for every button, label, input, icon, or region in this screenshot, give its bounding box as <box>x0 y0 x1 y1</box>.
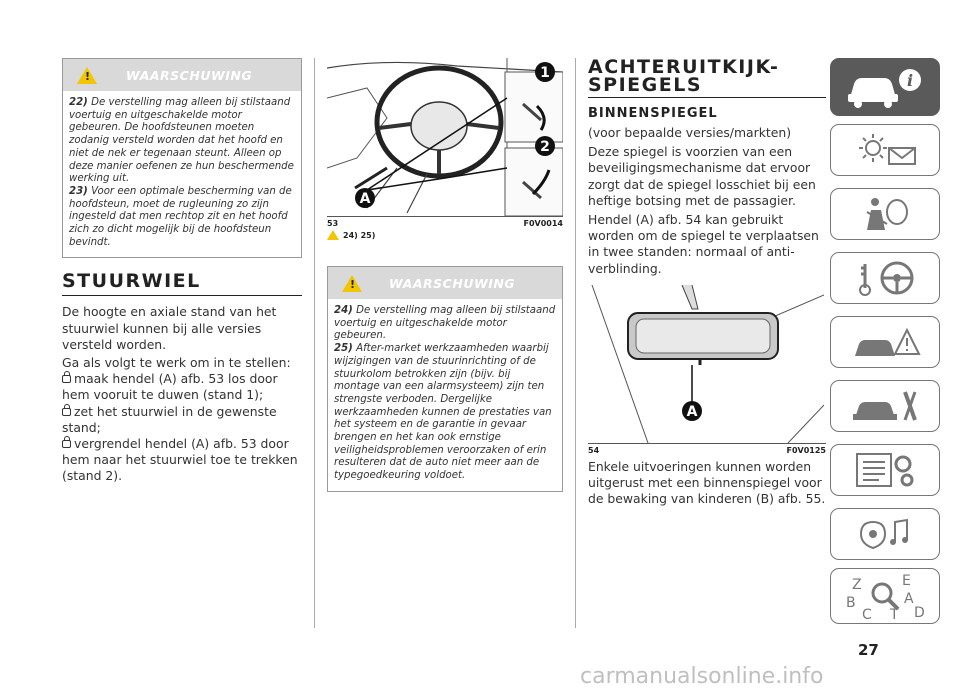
warning-box <box>62 58 302 258</box>
figure-caption <box>327 216 563 228</box>
figure-code: F0V0014 <box>523 219 563 228</box>
paragraph: De hoogte en axiale stand van het stuurwiel kunnen bij alle versies versteld worden. <box>62 304 277 352</box>
index-icon <box>840 571 930 621</box>
svg-text:A: A <box>904 591 914 607</box>
warning-text: De verstelling mag alleen bij stilstaand voertuig en uitgeschakelde motor gebeuren. De hoofdsteunen moeten zodanig versteld worden dat het hoofd en niet de nek er tegenaan steunt. Alleen op deze manier oefenen ze hun beschermende werking uit. <box>69 97 294 185</box>
watermark: carmanualsonline.info <box>580 664 824 689</box>
warning-box <box>327 266 563 492</box>
body-text <box>588 125 826 277</box>
sidebar-tile-maintenance[interactable] <box>830 380 940 432</box>
figure-label-2: 2 <box>540 139 550 155</box>
figure-54 <box>588 285 824 443</box>
warning-text: Voor een optimale bescherming van de hoofdsteun, moet de rugleuning zo zijn ingesteld dat men rechtop zit en het hoofd zich zo dicht mogelijk bij de hoofdsteun bevindt. <box>69 185 292 248</box>
step-item: vergrendel hendel (A) afb. 53 door hem naar het stuurwiel toe te trekken (stand 2). <box>62 436 298 484</box>
sidebar-tile-index[interactable] <box>830 568 940 624</box>
warning-item <box>69 97 295 186</box>
column-divider <box>314 58 315 628</box>
subsection-heading: BINNENSPIEGEL <box>588 106 718 121</box>
body-text <box>62 304 302 484</box>
emergency-icon <box>845 322 925 362</box>
warning-number: 24) <box>334 305 353 316</box>
section-heading: STUURWIEL <box>62 270 201 293</box>
section-heading-block <box>62 272 302 296</box>
warning-number: 23) <box>69 185 88 197</box>
column-divider <box>575 58 576 628</box>
warning-item <box>334 343 556 483</box>
warning-number: 22) <box>69 97 88 108</box>
warning-title: WAARSCHUWING <box>388 275 516 291</box>
svg-text:D: D <box>914 605 925 621</box>
warning-item <box>69 186 295 250</box>
svg-text:Z: Z <box>852 577 862 593</box>
svg-text:C: C <box>862 607 872 621</box>
svg-text:B: B <box>846 595 856 611</box>
figure-refs-text: 24) 25) <box>343 230 376 240</box>
warning-body <box>63 91 301 257</box>
figure-code: F0V0125 <box>786 445 826 455</box>
warning-triangle-icon: ! <box>77 67 97 84</box>
sidebar-tile-safety[interactable] <box>830 188 940 240</box>
multimedia-icon <box>845 514 925 554</box>
step-item: zet het stuurwiel in de gewenste stand; <box>62 403 277 435</box>
warning-header <box>63 59 301 91</box>
technical-data-icon <box>845 450 925 490</box>
warning-triangle-icon <box>327 230 339 240</box>
paragraph: Hendel (A) afb. 54 kan gebruikt worden om de spiegel te verplaatsen in twee standen: normaal of anti-verblinding. <box>588 212 819 276</box>
svg-text:E: E <box>902 573 911 589</box>
safety-airbag-icon <box>845 194 925 234</box>
figure-number: 53 <box>327 219 339 228</box>
body-text <box>588 459 826 508</box>
sidebar-tile-warning-lights[interactable] <box>830 124 940 176</box>
lock-icon <box>62 408 71 416</box>
paragraph: Enkele uitvoeringen kunnen worden uitgerust met een binnenspiegel voor de bewaking van kinderen (B) afb. 55. <box>588 458 826 507</box>
figure-53 <box>327 58 563 216</box>
warning-item <box>334 305 556 343</box>
sidebar-tile-multimedia[interactable] <box>830 508 940 560</box>
warning-number: 25) <box>334 343 353 355</box>
figure-refs <box>327 230 563 240</box>
column-2 <box>327 58 563 492</box>
svg-text:i: i <box>906 71 914 90</box>
figure-caption <box>588 443 826 455</box>
warning-text: After-market werkzaamheden waarbij wijzigingen van de stuurinrichting of de stuurkolom betrokken zijn (bijv. bij montage van een alarmsysteem) zijn ten strengste verboden. Dergelijke werkzaamheden kunnen de prestaties van het systeem en de garantie in gevaar brengen en het kan ook ernstige veiligheidsproblemen veroorzaken of erin resulteren dat de auto niet meer aan de typegoedkeuring voldoet. <box>334 343 552 482</box>
sidebar-tile-car-info[interactable] <box>830 58 940 116</box>
maintenance-icon <box>845 386 925 426</box>
rear-mirror-illustration <box>588 285 824 443</box>
figure-number: 54 <box>588 445 600 455</box>
section-heading: ACHTERUITKIJK- <box>588 56 780 78</box>
lock-icon <box>62 375 71 383</box>
figure-label-a: A <box>686 403 698 420</box>
steering-wheel-illustration <box>327 58 563 216</box>
paragraph: Ga als volgt te werk om in te stellen: <box>62 355 291 371</box>
page-number: 27 <box>858 641 879 659</box>
svg-text:T: T <box>890 607 899 621</box>
section-heading: SPIEGELS <box>588 74 703 96</box>
warning-title: WAARSCHUWING <box>125 67 253 83</box>
figure-label-a: A <box>359 191 371 207</box>
step-item: maak hendel (A) afb. 53 los door hem vooruit te duwen (stand 1); <box>62 371 278 403</box>
warning-lights-icon <box>845 130 925 170</box>
lock-icon <box>62 440 71 448</box>
section-heading-block <box>588 58 826 98</box>
sidebar-tile-technical-data[interactable] <box>830 444 940 496</box>
sidebar-tile-starting-driving[interactable] <box>830 252 940 304</box>
figure-label-1: 1 <box>540 65 550 81</box>
car-info-icon <box>840 64 930 110</box>
column-1 <box>62 58 302 485</box>
warning-header <box>328 267 562 299</box>
warning-triangle-icon: ! <box>342 275 362 292</box>
warning-body <box>328 299 562 491</box>
warning-text: De verstelling mag alleen bij stilstaand voertuig en uitgeschakelde motor gebeuren. <box>334 305 556 342</box>
starting-driving-icon <box>845 258 925 298</box>
paragraph: (voor bepaalde versies/markten) <box>588 125 792 140</box>
paragraph: Deze spiegel is voorzien van een beveiligingsmechanisme dat ervoor zorgt dat de spiegel losschiet bij een heftige botsing met de passagier. <box>588 144 816 208</box>
column-3 <box>588 58 826 507</box>
sidebar-tile-emergency[interactable] <box>830 316 940 368</box>
